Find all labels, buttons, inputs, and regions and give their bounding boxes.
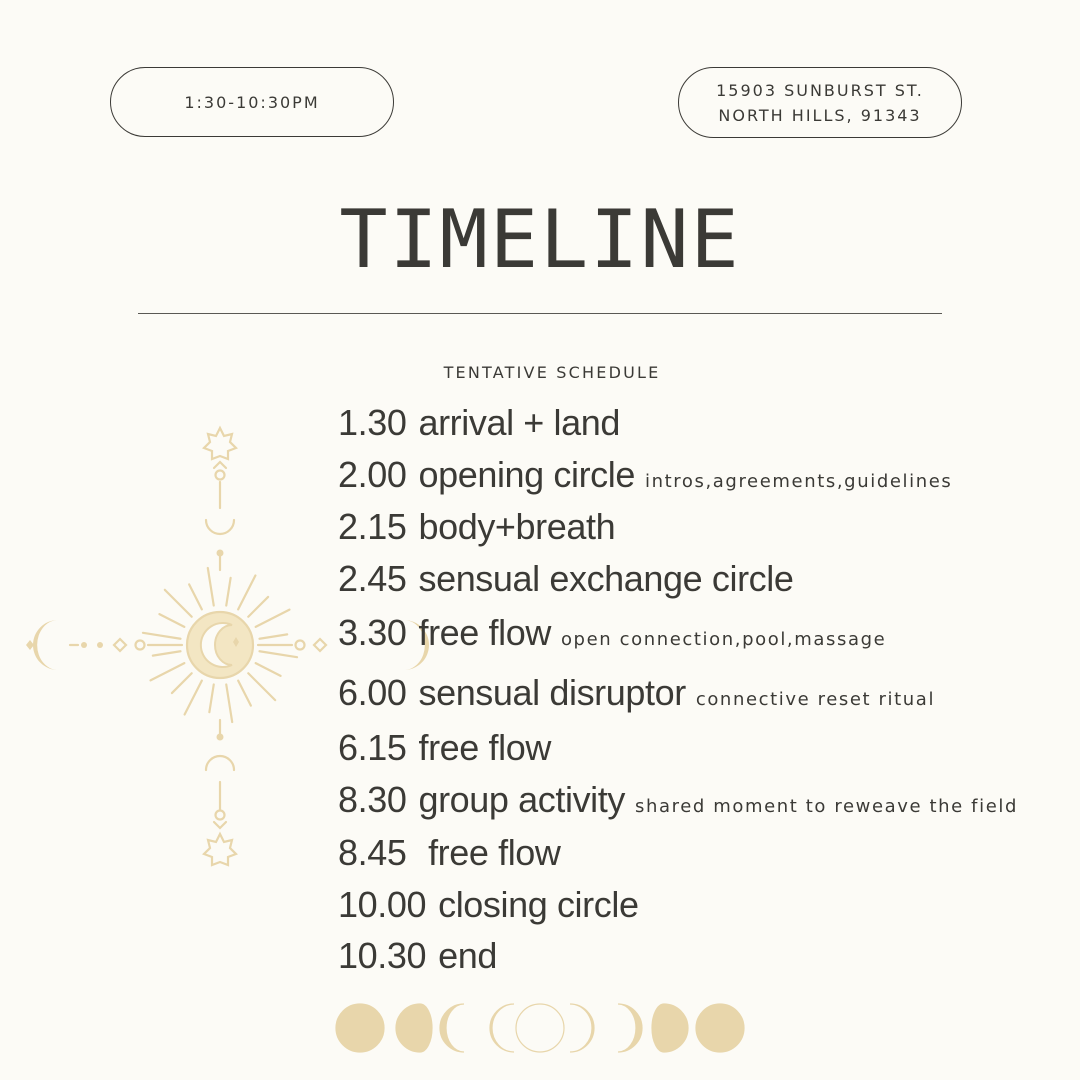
schedule-activity: opening circle [418,454,636,495]
schedule-time: 6.15 [338,727,407,768]
sun-ray [238,576,255,610]
schedule-time: 8.30 [338,779,407,820]
time-range: 1:30-10:30PM [184,92,320,112]
schedule-time: 10.00 [338,884,427,925]
sun-ray [248,673,275,700]
schedule-time: 6.00 [338,672,407,713]
schedule-activity: closing circle [438,884,639,925]
schedule-activity: sensual exchange circle [418,558,794,599]
schedule-activity: arrival + land [418,402,620,443]
sun-ray [256,663,281,676]
schedule-time: 2.00 [338,454,407,495]
schedule-time: 3.30 [338,612,407,653]
schedule-item [338,454,952,496]
time-range-pill [110,67,394,137]
schedule-item [338,506,615,548]
schedule-activity: free flow [418,727,551,768]
schedule-activity: body+breath [418,506,616,547]
sun-ray [209,685,213,713]
sun-ray [226,578,230,606]
schedule-item [338,832,561,874]
schedule-activity: group activity [418,779,625,820]
schedule-activity: free flow [418,612,551,653]
schedule-note: shared moment to reweave the field [634,796,1019,817]
schedule-activity: sensual disruptor [418,672,686,713]
sun-ray [256,610,290,627]
sun-ray [260,634,288,638]
sun-ray [189,584,202,609]
schedule-item [338,672,935,714]
sun-ray [238,681,251,706]
schedule-time: 2.45 [338,558,407,599]
schedule-time: 8.45 [338,832,407,873]
schedule-item [338,612,886,654]
schedule-note: open connection,pool,massage [560,629,887,650]
sun-ray [208,568,214,606]
schedule-item [338,935,497,977]
title-divider [138,313,942,314]
moon-phases-icon [330,1000,750,1060]
schedule-activity: end [438,935,497,976]
sun-ray [226,685,232,723]
schedule-note: intros,agreements,guidelines [645,471,953,492]
sun-ray [159,614,184,627]
address-pill [678,67,962,138]
sun-ray [151,663,185,680]
sun-ray [165,590,192,617]
schedule-note: connective reset ritual [695,689,936,710]
sun-ray [143,633,181,639]
schedule-time: 1.30 [338,402,407,443]
address-line-2: NORTH HILLS, 91343 [718,105,922,125]
schedule-time: 2.15 [338,506,407,547]
sun-ray [185,681,202,715]
schedule-time: 10.30 [338,935,427,976]
schedule-item [338,402,620,444]
schedule-item [338,727,551,769]
schedule-item [338,558,794,600]
schedule-item [338,884,639,926]
sun-ray [260,651,298,657]
sun-ray [172,673,192,693]
address-line-1: 15903 SUNBURST ST. [716,80,924,100]
sun-ray [153,651,181,655]
schedule-item [338,779,1018,821]
schedule-subtitle: TENTATIVE SCHEDULE [443,363,661,382]
page-title: TIMELINE [339,193,741,286]
sun-ray [248,597,268,617]
schedule-activity: free flow [418,832,561,873]
